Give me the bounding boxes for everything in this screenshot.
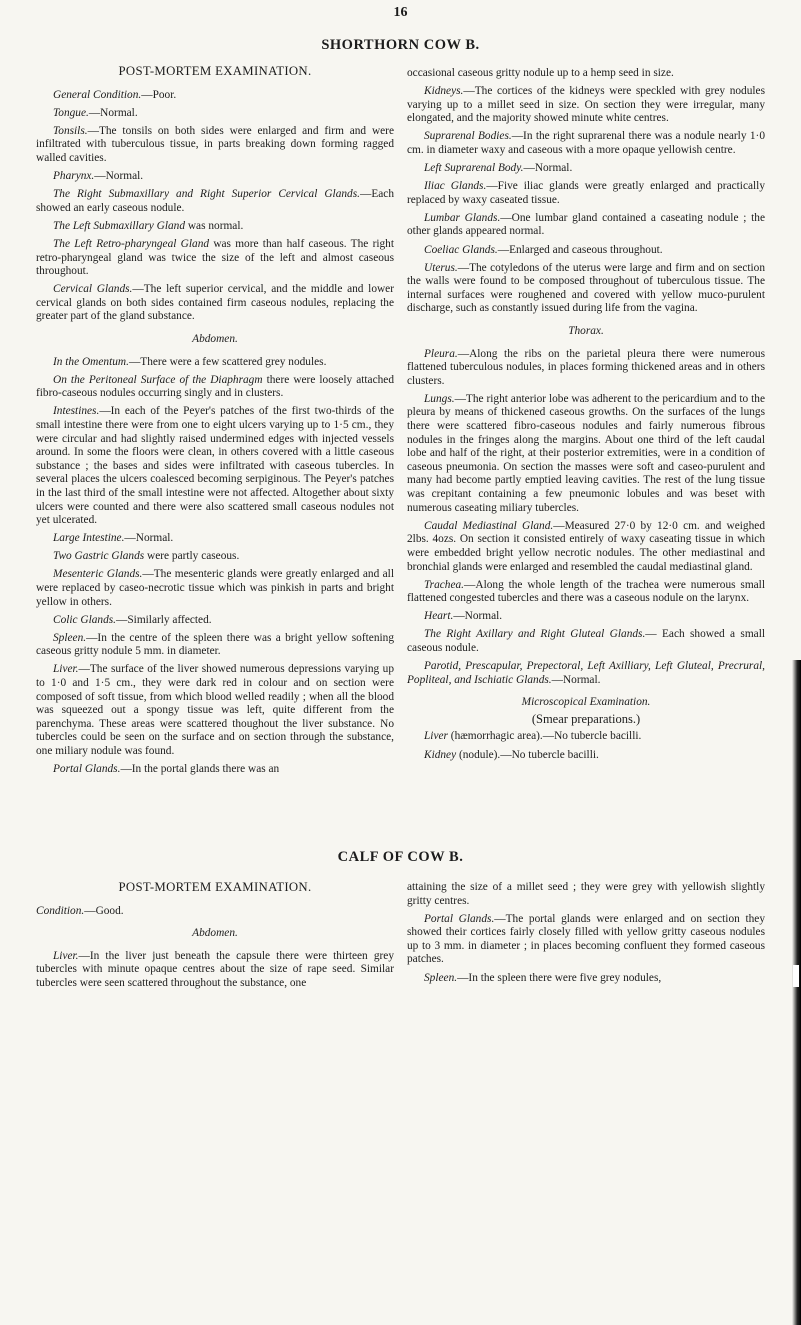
abdomen-entry-label: In the Omentum. bbox=[53, 355, 129, 368]
section-title-calf: CALF OF COW B. bbox=[337, 849, 464, 865]
calf-spleen bbox=[407, 972, 765, 986]
thorax-entry bbox=[407, 579, 765, 606]
abdomen-entry-text: —In the portal glands there was an bbox=[120, 763, 280, 776]
finding-entry-text: —The cotyledons of the uterus were large and firm and on section the walls were found to be composed throughout of tuberculous tissue. The internal surfaces were roughened and covered with yellow muco-purulent discharge, such as constantly issued during life from the vagina. bbox=[407, 261, 765, 315]
abdomen-entry bbox=[36, 614, 394, 628]
abdomen-entry bbox=[36, 374, 394, 401]
finding-entry-text: —In the right suprarenal there was a nodule nearly 1·0 cm. in diameter waxy and caseous with a more opaque yellowish centre. bbox=[407, 130, 765, 156]
calf-condition-text: —Good. bbox=[84, 904, 124, 917]
calf-condition bbox=[36, 905, 394, 919]
thorax-entry-label: Lungs. bbox=[424, 392, 455, 405]
postmortem-heading: POST-MORTEM EXAMINATION. bbox=[118, 64, 312, 78]
microscopy-entry-label: Kidney bbox=[424, 748, 457, 761]
abdomen-entry-label: Large Intestine. bbox=[53, 532, 125, 545]
thorax-entry-text: —Normal. bbox=[551, 673, 601, 686]
finding-entry bbox=[36, 188, 394, 215]
calf-abdomen-heading: Abdomen. bbox=[192, 927, 238, 940]
calf-right-column bbox=[407, 881, 765, 990]
calf-left-column bbox=[36, 881, 394, 995]
abdomen-entry-text: —Similarly affected. bbox=[116, 613, 212, 626]
abdomen-entry bbox=[36, 568, 394, 609]
finding-entry-label: Tonsils. bbox=[53, 124, 88, 137]
finding-entry-text: —Poor. bbox=[141, 88, 177, 101]
thorax-entry bbox=[407, 610, 765, 624]
thorax-entry-label: The Right Axillary and Right Gluteal Glands. bbox=[424, 628, 646, 641]
finding-entry-label: Lumbar Glands. bbox=[424, 211, 501, 224]
finding-entry-label: Tongue. bbox=[53, 106, 89, 119]
thorax-heading: Thorax. bbox=[568, 325, 604, 337]
finding-entry-label: The Left Retro-pharyngeal Gland bbox=[53, 237, 210, 250]
abdomen-entry-label: Two Gastric Glands bbox=[53, 550, 145, 563]
abdomen-entry bbox=[36, 356, 394, 370]
abdomen-entry bbox=[36, 632, 394, 659]
microscopical-entries bbox=[407, 730, 765, 762]
finding-entry bbox=[407, 212, 765, 239]
calf-liver-text: —In the liver just beneath the capsule there were thirteen grey tubercles with minute opaque centres about the size of rape seed. Similar tubercles were seen scattered throughout the substance, one bbox=[36, 949, 394, 989]
microscopy-entry-label: Liver bbox=[424, 730, 448, 743]
abdomen-entry-label: Liver. bbox=[53, 663, 79, 676]
finding-entry-text: was normal. bbox=[185, 219, 244, 232]
abdomen-entry bbox=[36, 763, 394, 777]
page-edge-shadow bbox=[792, 660, 801, 1325]
abdomen-entry-text: —There were a few scattered grey nodules. bbox=[128, 355, 327, 368]
calf-portal-text: —The portal glands were enlarged and on section they showed their cortices fairly closely filled with yellow gritty caseous nodules up to 3 mm. in diameter ; in places becoming confluent they formed caseous patches. bbox=[407, 912, 766, 966]
finding-entry-text: —Normal. bbox=[88, 106, 138, 119]
calf-portal-label: Portal Glands. bbox=[424, 912, 495, 925]
finding-entry-text: —The tonsils on both sides were enlarged and firm and were infiltrated with tuberculous tissue, in parts breaking down forming ragged walled cavities. bbox=[36, 124, 394, 164]
abdomen-entry-label: Intestines. bbox=[53, 405, 100, 418]
finding-entry-label: Pharynx. bbox=[53, 170, 95, 183]
microscopy-entry bbox=[407, 749, 765, 763]
abdomen-heading: Abdomen. bbox=[192, 333, 238, 345]
cow-right-column bbox=[407, 67, 765, 767]
abdomen-entry-label: On the Peritoneal Surface of the Diaphragm bbox=[53, 373, 263, 386]
thorax-entry-label: Caudal Mediastinal Gland. bbox=[424, 519, 554, 532]
finding-entry-text: —Each showed an early caseous nodule. bbox=[36, 188, 394, 214]
cow-left-column bbox=[36, 65, 394, 781]
finding-entry-label: The Right Submaxillary and Right Superior Cervical Glands. bbox=[53, 188, 360, 201]
abdomen-entry bbox=[36, 550, 394, 564]
finding-entry bbox=[36, 238, 394, 279]
calf-portal bbox=[407, 913, 765, 967]
thorax-entry-label: Trachea. bbox=[424, 578, 465, 591]
thorax-entry bbox=[407, 393, 765, 515]
abdomen-entry-text: —In each of the Peyer's patches of the first two-thirds of the small intestine there were from one to eight ulcers varying up to 1·5 cm., they were circular and had slightly raised undermined edges with injected vessels around. In some the floors were clean, in others covered with a little caseous substance ; the bases and sides were infiltrated with caseous tubercles. In several places the ulcers coalesced becoming serpiginous. The Peyer's patches in the last third of the small intestine were not affected. Altogether about sixty ulcers were counted and there were also scattered small caseous nodules not yet ulcerated. bbox=[36, 405, 394, 527]
smear-note: (Smear preparations.) bbox=[531, 711, 641, 726]
finding-entry-label: Kidneys. bbox=[424, 85, 464, 98]
finding-entry-label: Suprarenal Bodies. bbox=[424, 130, 512, 143]
finding-entry-text: —The cortices of the kidneys were speckled with grey nodules varying up to a millet seed in size. On section they were irregular, many elongated, and the majority showed minute white centres. bbox=[407, 85, 765, 125]
finding-entry-text: was more than half caseous. The right retro-pharyngeal gland was twice the size of the left and almost caseous throughout. bbox=[36, 237, 394, 278]
finding-entry-text: —Five iliac glands were greatly enlarged and practically replaced by waxy caseated tissue. bbox=[407, 180, 765, 206]
abdomen-entry-text: —In the centre of the spleen there was a bright yellow softening caseous gritty nodule 5 mm. in diameter. bbox=[36, 631, 394, 658]
finding-entry-label: The Left Submaxillary Gland bbox=[53, 219, 186, 232]
finding-entry-text: —Enlarged and caseous throughout. bbox=[497, 243, 663, 256]
finding-entry-label: Left Suprarenal Body. bbox=[424, 162, 524, 175]
finding-entry-text: —Normal. bbox=[523, 162, 573, 175]
finding-entry-label: General Condition. bbox=[53, 88, 142, 101]
abdomen-entry-text: were partly caseous. bbox=[144, 550, 240, 563]
calf-liver-label: Liver. bbox=[53, 949, 79, 962]
finding-entry-text: —Normal. bbox=[94, 170, 144, 183]
abdomen-entry-label: Mesenteric Glands. bbox=[53, 568, 143, 581]
page-edge-tab bbox=[793, 965, 799, 987]
thorax-entry-text: —Normal. bbox=[453, 610, 503, 623]
thorax-entry-label: Pleura. bbox=[424, 347, 458, 360]
entries-right bbox=[407, 85, 765, 316]
finding-entry bbox=[36, 107, 394, 121]
abdomen-entry-text: —The surface of the liver showed numerous depressions varying up to 1·0 and 1·5 cm., they were dark red in colour and on section were composed of soft tissue, from which blood welled readily ; when all the blood was squeezed out a spongy tissue was left, quite different from the parenchyma. These areas were scattered thoughout the liver substance. No tubercles could be seen on the surface and on section through the substance, one miliary nodule was found. bbox=[36, 663, 394, 758]
section-title-cow: SHORTHORN COW B. bbox=[321, 37, 480, 53]
thorax-entry-label: Heart. bbox=[424, 610, 454, 623]
abdomen-entry-label: Portal Glands. bbox=[53, 763, 121, 776]
calf-spleen-label: Spleen. bbox=[424, 971, 458, 984]
thorax-entry bbox=[407, 628, 765, 655]
finding-entry bbox=[407, 262, 765, 316]
thorax-entry-label: Parotid, Prescapular, Prepectoral, Left Axilliary, Left Gluteal, Precrural, Popliteal, and Ischiatic Glands. bbox=[407, 660, 765, 686]
abdomen-entry-label: Colic Glands. bbox=[53, 613, 117, 626]
thorax-entries bbox=[407, 348, 765, 688]
finding-entry-text: —The left superior cervical, and the middle and lower cervical glands on both sides contained firm caseous nodules, replacing the greater part of the gland substance. bbox=[36, 283, 394, 323]
abdomen-entry-text: there were loosely attached fibro-caseous nodules occurring singly and in clusters. bbox=[36, 373, 395, 400]
finding-entry bbox=[407, 162, 765, 176]
thorax-entry bbox=[407, 520, 765, 574]
abdomen-entries bbox=[36, 356, 394, 777]
calf-spleen-text: —In the spleen there were five grey nodules, bbox=[457, 971, 662, 984]
thorax-entry-text: —Along the ribs on the parietal pleura there were numerous flattened tuberculous nodules, in places forming thickened areas and in others clusters. bbox=[407, 347, 765, 387]
finding-entry bbox=[36, 89, 394, 103]
thorax-entry-text: —The right anterior lobe was adherent to the pericardium and to the pleura by means of thickened caseous growths. On the surfaces of the lungs there were scattered fibro-caseous nodules and fairly numerous fibrous nodules in the fringes along the margins. About one third of the left caudal lobe and half of the right, at their posterior extremities, were in a condition of caseous pneumonia. On section the masses were soft and caseo-purulent and many had become partly emptied leaving cavities. The rest of the lung tissue was crepitant containing a few pneumonic lobules and was beset with numerous caseating miliary tubercles. bbox=[407, 392, 765, 514]
calf-liver bbox=[36, 950, 394, 991]
microscopical-heading: Microscopical Examination. bbox=[521, 696, 651, 709]
finding-entry bbox=[36, 125, 394, 166]
abdomen-entry bbox=[36, 405, 394, 527]
finding-entry-label: Coeliac Glands. bbox=[424, 243, 498, 256]
calf-condition-label: Condition. bbox=[36, 904, 85, 917]
finding-entry bbox=[407, 130, 765, 157]
finding-entry bbox=[36, 170, 394, 184]
abdomen-entry-label: Spleen. bbox=[53, 631, 87, 644]
microscopy-entry bbox=[407, 730, 765, 744]
abdomen-entry bbox=[36, 532, 394, 546]
abdomen-entry bbox=[36, 663, 394, 758]
microscopy-entry-text: (hæmorrhagic area).—No tubercle bacilli. bbox=[447, 730, 642, 743]
finding-entry-text: —One lumbar gland contained a caseating nodule ; the other glands appeared normal. bbox=[407, 211, 765, 238]
finding-entry bbox=[407, 244, 765, 258]
finding-entry-label: Iliac Glands. bbox=[424, 180, 487, 193]
microscopy-entry-text: (nodule).—No tubercle bacilli. bbox=[456, 748, 599, 761]
page-number: 16 bbox=[393, 5, 408, 20]
thorax-entry bbox=[407, 348, 765, 389]
thorax-entry-text: —Along the whole length of the trachea were numerous small flattened congested tubercles and there was a caseous nodule on the larynx. bbox=[407, 578, 765, 605]
finding-entry bbox=[36, 220, 394, 234]
thorax-entry bbox=[407, 660, 765, 687]
finding-entry-label: Uterus. bbox=[424, 261, 458, 274]
finding-entry-label: Cervical Glands. bbox=[53, 283, 133, 296]
thorax-entry-text: — Each showed a small caseous nodule. bbox=[407, 628, 765, 654]
calf-postmortem-heading: POST-MORTEM EXAMINATION. bbox=[118, 880, 312, 894]
finding-entry bbox=[36, 283, 394, 324]
abdomen-entry-text: —Normal. bbox=[124, 532, 174, 545]
calf-liver-continued: attaining the size of a millet seed ; they were grey with yellowish slightly gritty centres. bbox=[407, 881, 765, 907]
entries-left bbox=[36, 89, 394, 324]
finding-entry bbox=[407, 180, 765, 207]
abdomen-entry-text: —The mesenteric glands were greatly enlarged and all were replaced by caseo-necrotic tissue which was pinkish in parts and bright yellow in others. bbox=[36, 568, 394, 608]
finding-entry bbox=[407, 85, 765, 126]
thorax-entry-text: —Measured 27·0 by 12·0 cm. and weighed 2lbs. 4ozs. On section it consisted entirely of waxy caseating tissue in which were embedded bright yellow necrotic nodules. The other mediastinal and bronchial glands were enlarged and resembled the caudal mediastinal gland. bbox=[407, 519, 765, 573]
portal-glands-continued: occasional caseous gritty nodule up to a hemp seed in size. bbox=[407, 67, 674, 79]
